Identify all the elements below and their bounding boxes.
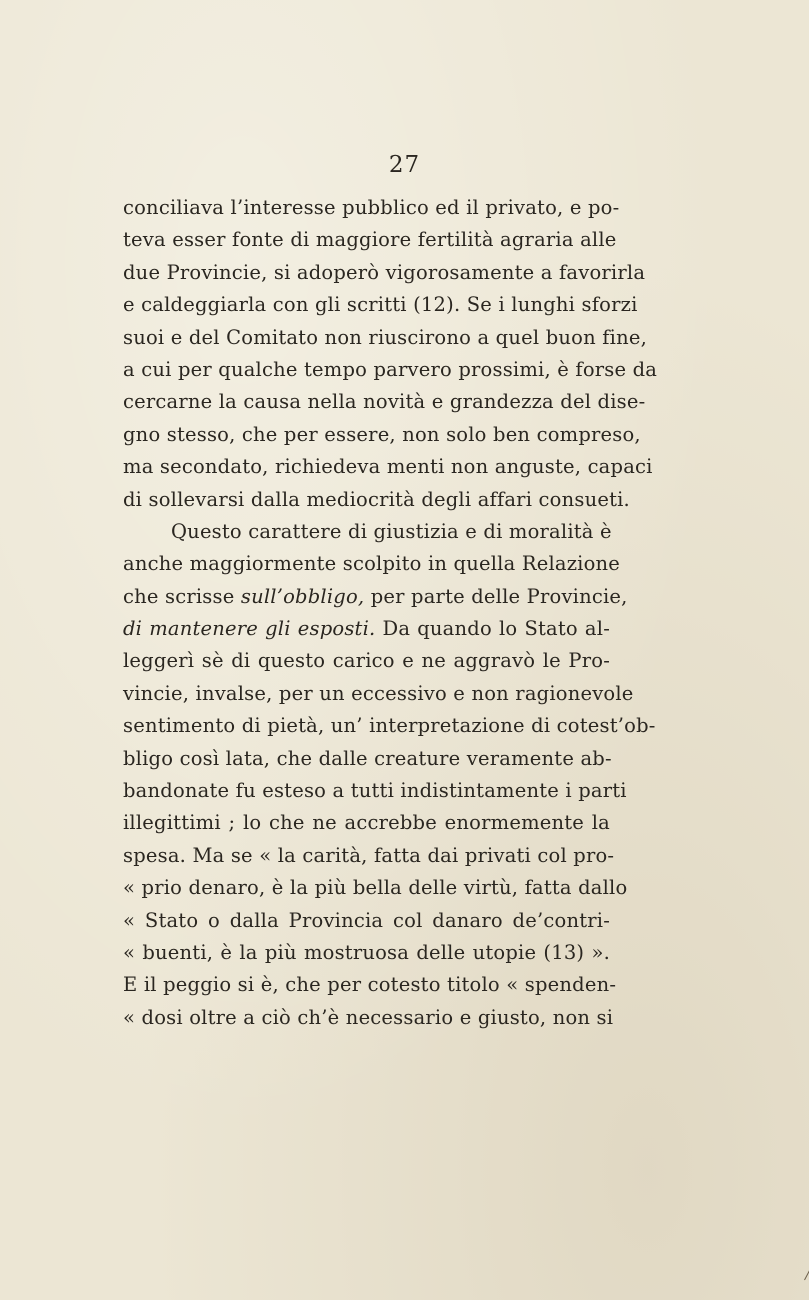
text-line: anche maggiormente scolpito in quella Relazione bbox=[123, 552, 621, 576]
text-line: E il peggio si è, che per cotesto titolo « spenden- bbox=[123, 973, 617, 997]
text-line: leggerì sè di questo carico e ne aggravò le Pro- bbox=[123, 649, 610, 673]
text-line: sentimento di pietà, un’ interpretazione di cotest’ob- bbox=[123, 714, 656, 738]
text-line: « prio denaro, è la più bella delle virtù, fatta dallo bbox=[123, 876, 628, 900]
text-line: cercarne la causa nella novità e grandezza del dise- bbox=[123, 390, 646, 414]
text-segment: per parte delle Provincie, bbox=[364, 584, 628, 608]
text-line: suoi e del Comitato non riuscirono a quel buon fine, bbox=[123, 325, 647, 349]
text-line: vincie, invalse, per un eccessivo e non ragionevole bbox=[123, 681, 634, 705]
text-line: gno stesso, che per essere, non solo ben compreso, bbox=[123, 422, 641, 446]
text-line: illegittimi ; lo che ne accrebbe enormemente la bbox=[123, 811, 610, 835]
text-line: spesa. Ma se « la carità, fatta dai privati col pro- bbox=[123, 843, 615, 867]
italic-segment: sull’obbligo, bbox=[240, 584, 365, 608]
text-segment: Da quando lo Stato al- bbox=[375, 617, 610, 641]
text-line: « dosi oltre a ciò ch’è necessario e giusto, non si bbox=[123, 1005, 614, 1029]
text-line: due Provincie, si adoperò vigorosamente a favorirla bbox=[123, 260, 646, 284]
italic-segment: di mantenere gli esposti. bbox=[123, 617, 376, 641]
text-line: bandonate fu esteso a tutti indistintamente i parti bbox=[123, 779, 627, 803]
page-edge-mark bbox=[804, 1227, 809, 1280]
text-segment: che scrisse bbox=[123, 584, 241, 608]
text-line: conciliava l’interesse pubblico ed il privato, e po- bbox=[123, 196, 620, 219]
text-line: « Stato o dalla Provincia col danaro de’contri- bbox=[123, 908, 610, 932]
body-text bbox=[123, 192, 658, 1034]
page-number: 27 bbox=[388, 152, 421, 178]
text-line: bligo così lata, che dalle creature veramente ab- bbox=[123, 746, 612, 770]
text-line bbox=[123, 581, 628, 613]
text-line: e caldeggiarla con gli scritti (12). Se i lunghi sforzi bbox=[123, 293, 638, 317]
text-line: Questo carattere di giustizia e di moralità è bbox=[171, 519, 612, 543]
text-line: a cui per qualche tempo parvero prossimi, è forse da bbox=[123, 357, 658, 381]
text-line: teva esser fonte di maggiore fertilità agraria alle bbox=[123, 228, 617, 252]
text-line: ma secondato, richiedeva menti non anguste, capaci bbox=[123, 455, 653, 479]
text-line: « buenti, è la più mostruosa delle utopie (13) ». bbox=[123, 940, 610, 964]
text-line: di sollevarsi dalla mediocrità degli affari consueti. bbox=[123, 487, 630, 511]
text-line bbox=[123, 613, 610, 645]
